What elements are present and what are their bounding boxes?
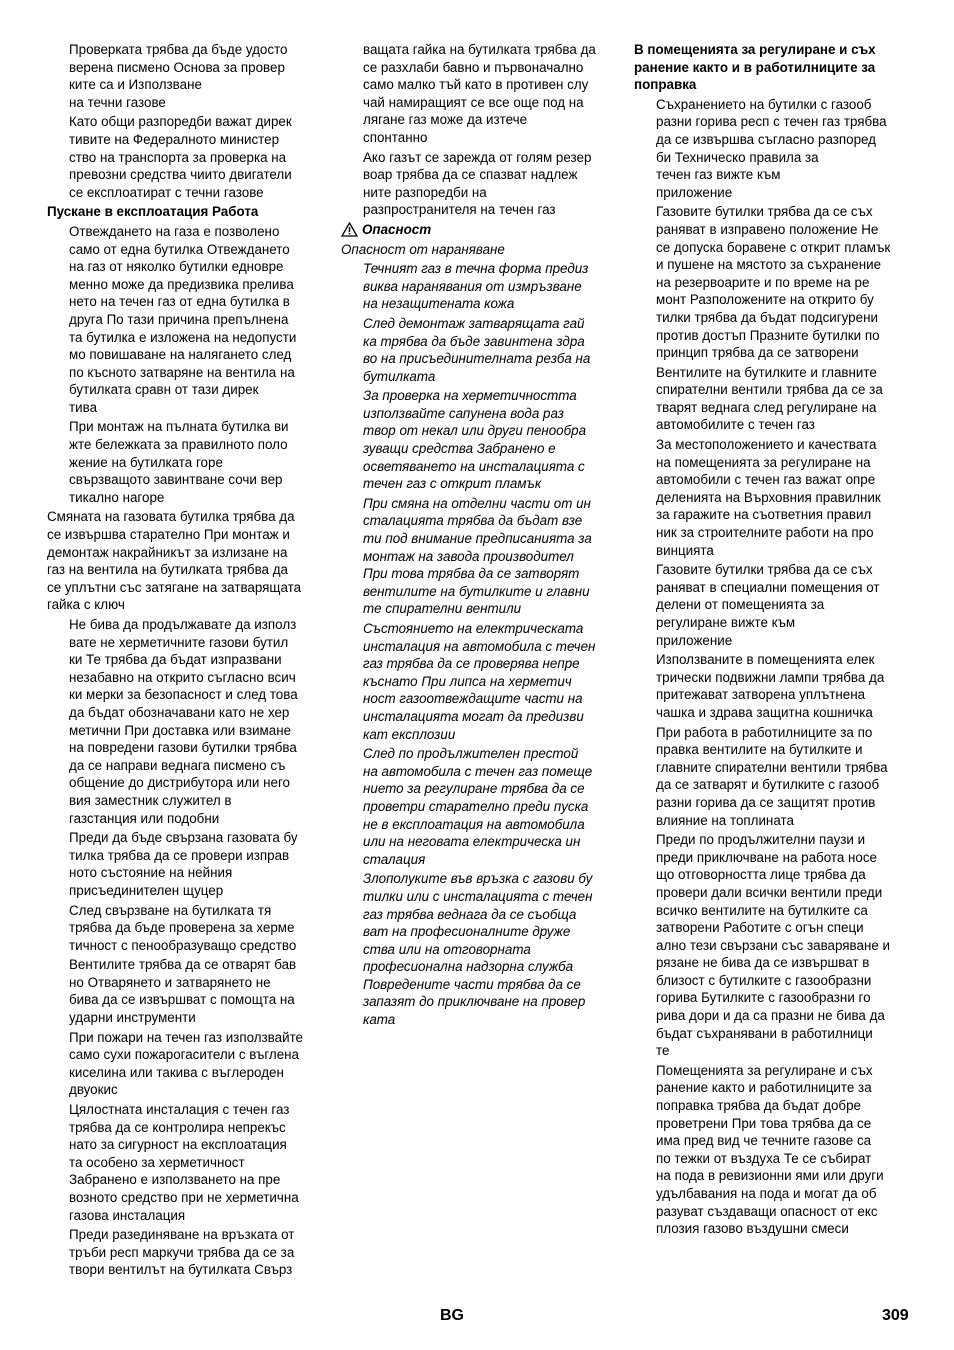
- paragraph: Газовите бутилки трябва да се съх раняват в изправено положение Не се допуска боравене с открит пламък и пушене на мястото за съхранение на резервоарите и по време на ре монт Разположените на открито бу тилки трябва да бъдат подсигурени против достъп Празните бутилки по принцип трябва да се затворени: [656, 204, 891, 361]
- paragraph: Ако газът се зарежда от голям резер воар трябва да се спазват надлеж ните разпоредби на разпространителя на течен газ: [363, 149, 592, 218]
- warning-triangle-icon: [341, 222, 358, 237]
- danger-title: Опасност от нараняване: [341, 241, 505, 257]
- paragraph: ващата гайка на бутилката трябва да се разхлаби бавно и първоначално само малко тъй като в противен слу чай намиращият се все още под на лягане газ може да изтече спонтанно: [363, 42, 596, 145]
- paragraph: Преди по продължителни паузи и преди приключване на работа носе що отговорността лице трябва да провери дали всички вентили преди всичко вентилите на бутилките са затворени Работите с огън специ ално тези свързани със заваряване и рязане не бива да се извършват в близост с бутилките с газообразни горива Бутилките с газообразни го рива дори и да са празни не бива да бъдат съхранявани в работилници те: [656, 832, 890, 1059]
- danger-item: Течният газ в течна форма предиз виква наранявания от измръзване на незащитената кожа: [363, 261, 589, 312]
- paragraph: Помещенията за регулиране и съх ранение както и работилниците за поправка трябва да бъдат добре проветрени При това трябва да се има пред вид че течните газове са по тежки от въздуха Те се събират на пода в ревизионни ями или други удълбавания на пода и могат да об разуват създаващи опасност от екс плозия газово въздушни смеси: [656, 1062, 884, 1237]
- paragraph: След свързване на бутилката тя трябва да бъде проверена за херме тичност с пенообразуващо средство: [69, 902, 297, 953]
- paragraph: Съхранението на бутилки с газооб разни горива респ с течен газ трябва да се извършва съгласно разпоред би Техническо правила за течен газ вижте към приложение: [656, 96, 887, 200]
- column-middle: [341, 41, 613, 1031]
- section-heading: Пускане в експлоатация Работа: [47, 204, 259, 220]
- paragraph: Газовите бутилки трябва да се съх раняват в специални помещения от делени от помещенията за регулиране вижте към приложение: [656, 562, 880, 648]
- danger-item: След по продължителен престой на автомобила с течен газ помеще нието за регулиране трябва да се проветри старателно преди пуска не в експлоатация на автомобила или на неговата електрическа ин сталация: [363, 746, 593, 867]
- column-right: [634, 41, 908, 1240]
- paragraph: Не бива да продължавате да използ вате не херметичните газови бутил ки Те трябва да бъдат изпразвани незабавно на открито съгласно всич ки мерки за безопасност и след това да бъдат обозначавани като не хер метични При доставка или взимане на повредени газови бутилки трябва да се направи веднага писмено съ общение до дистрибутора или него вия заместник служител в газстанция или подобни: [69, 617, 298, 826]
- page-number: 309: [882, 1307, 909, 1324]
- language-code: BG: [440, 1307, 464, 1324]
- paragraph: Вентилите на бутилките и главните спирателни вентили трябва да се за тварят веднага след регулиране на автомобилите с течен газ: [656, 364, 883, 433]
- danger-item: Злополуките във връзка с газови бу тилки или с инсталацията с течен газ трябва веднага да се съобща ват на професионалните друже ства или на отговорната професионална надзорна служба Повредените части трябва да се запазят до приключване на провер ката: [363, 871, 593, 1028]
- paragraph: Смяната на газовата бутилка трябва да се извършва старателно При монтаж и демонтаж накрайникът за излизане на газ на вентила на бутилката трябва да се уплътни със затягане на затварящата гайка с ключ: [47, 509, 302, 613]
- paragraph: При работа в работилниците за по правка вентилите на бутилките и главните спирателни вентили трябва да се затварят и бутилките с газооб разни горива да се защитят против влияние на топлината: [656, 724, 888, 828]
- danger-item: Състоянието на електрическата инсталация на автомобила с течен газ трябва да се проверява непре къснато При липса на херметич ност газоотвеждащите части на инсталацията могат да предизви кат експлозии: [363, 621, 596, 742]
- paragraph: При монтаж на пълната бутилка ви жте бележката за правилното поло жение на бутилката горе свързващото завинтване сочи вер тикално нагоре: [69, 419, 289, 505]
- paragraph: Преди разединяване на връзката от тръби респ маркучи трябва да се за твори вентилът на бутилката Свърз: [69, 1227, 295, 1278]
- paragraph: При пожари на течен газ използвайте само сухи пожарогасители с въглена киселина или такива с въглероден двуокис: [69, 1029, 304, 1098]
- section-heading: В помещенията за регулиране и съх ранение както и в работилниците за поправка: [634, 42, 876, 93]
- danger-item: При смяна на отделни части от ин сталацията трябва да бъдат взе ти под внимание предписанията за монтаж на завода производител При това трябва да се затворят вентилите на бутилките и главни те спирателни вентили: [363, 495, 592, 617]
- paragraph: Проверката трябва да бъде удосто верена писмено Основа за провер ките са и Използване на течни газове: [69, 42, 288, 110]
- warning-label: Опасност: [362, 221, 432, 237]
- paragraph: Цялостната инсталация с течен газ трябва да се контролира непрекъс нато за сигурност на експлоатация та особено за херметичност Забранено е използването на пре возното средство при не херметична газова инсталация: [69, 1102, 299, 1223]
- danger-item: За проверка на херметичността използвайте сапунена вода раз твор от некал или други пенообра зуващи средства Забранено е осветяването на инсталацията с течен газ с открит пламък: [363, 388, 587, 492]
- column-left: [47, 41, 319, 1281]
- paragraph: Преди да бъде свързана газовата бу тилка трябва да се провери изправ ното състояние на нейния присъединителен щуцер: [69, 830, 298, 898]
- paragraph: Използваните в помещенията елек трически подвижни лампи трябва да притежават затворена уплътнена чашка и здрава защитна кошничка: [656, 652, 885, 720]
- warning-heading: [341, 221, 613, 239]
- paragraph: Отвеждането на газа е позволено само от една бутилка Отвеждането на газ от няколко бутилки едновре менно може да предизвика прелива нето на течен газ от една бутилка в друга По тази причина препълнена та бутилка е изложена на недопусти мо повишаване на налягането след по късното затваряне на вентила на бутилката сравн от тази дирек тива: [69, 223, 297, 415]
- paragraph: Като общи разпоредби важат дирек тивите на Федералното министер ство на транспорта за проверка на превозни средства чиито двигатели се експлоатират с течни газове: [69, 114, 292, 200]
- paragraph: Вентилите трябва да се отварят бав но Отварянето и затварянето не бива да се извършват с помощта на ударни инструменти: [69, 957, 297, 1026]
- paragraph: За местоположението и качествата на помещенията за регулиране на автомобили с течен газ важат опре деленията на Върховния правилник за гаражите на съответния правил ник за строителните работи на про винцията: [656, 437, 881, 558]
- danger-item: След демонтаж затварящата гай ка трябва да бъде завинтена здра во на присъединителната резба на бутилката: [363, 315, 591, 384]
